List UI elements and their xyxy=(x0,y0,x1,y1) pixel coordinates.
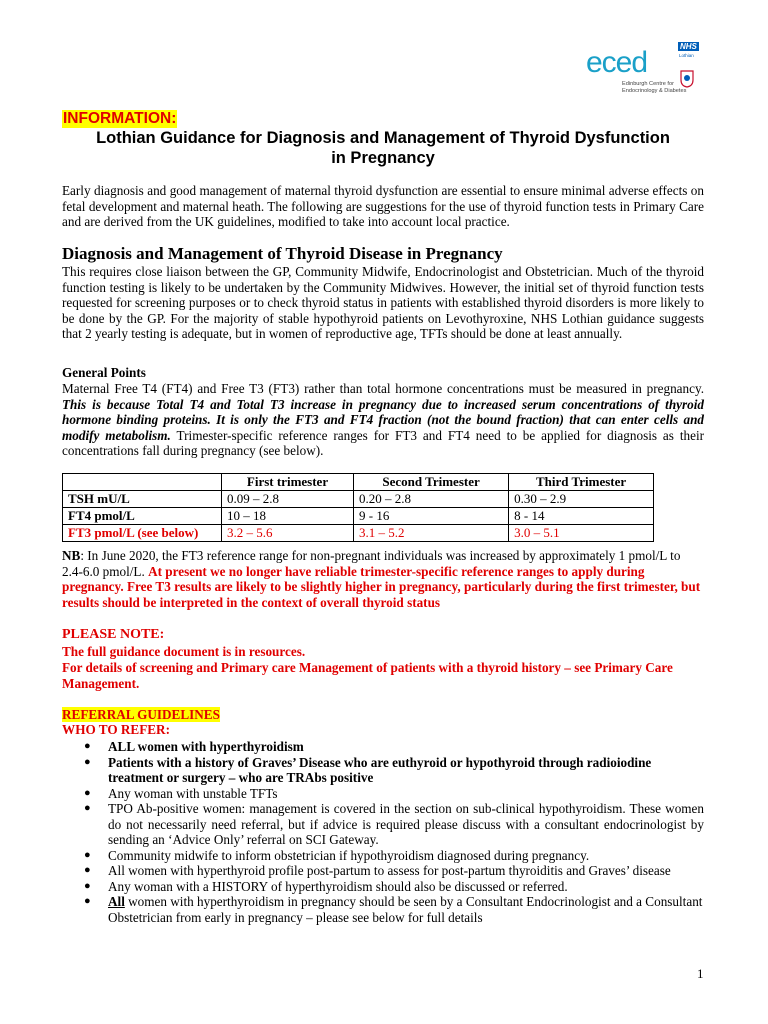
list-item: ● Patients with a history of Graves’ Disease who are euthyroid or hypothyroid through radioiodine treatment or surgery – who are TRAbs positive xyxy=(84,754,652,785)
table-row: FT4 pmol/L 10 – 18 9 - 16 8 - 14 xyxy=(63,508,654,525)
list-item: ● All women with hyperthyroid profile post-partum to assess for post-partum thyroiditis and Graves’ disease xyxy=(84,863,671,878)
section-body: This requires close liaison between the GP, Community Midwife, Endocrinologist and Obstetrician. Much of the thyroid function testing is likely to be undertaken by the Community Midwives. However, the initial set of thyroid function tests requested for screening purposes or to check thyroid status in patients with established thyroid disorders is more likely to be done by the GP. For the majority of stable hypothyroid patients on Levothyroxine, NHS Lothian guidance suggests that 2 yearly testing is adequate, but in women of reproductive age, TFTs should be done at least annually. xyxy=(62,264,704,341)
crest-icon xyxy=(680,70,694,88)
referral-heading-row xyxy=(62,707,704,723)
please-note-line: The full guidance document is in resources. xyxy=(62,644,306,659)
logo-wordmark: eced xyxy=(586,46,648,79)
nhs-badge: NHS xyxy=(680,42,697,51)
reference-range-table xyxy=(62,473,654,542)
bullet-icon: ● xyxy=(84,879,91,892)
table-header-row: First trimester Second Trimester Third Trimester xyxy=(63,474,654,491)
nhs-region: Lothian xyxy=(679,53,694,58)
bullet-icon: ● xyxy=(84,740,91,752)
eced-logo xyxy=(586,42,706,98)
please-note-heading: PLEASE NOTE: xyxy=(62,627,165,642)
list-item: ● All women with hyperthyroidism in pregnancy should be seen by a Consultant Endocrinologist and a Consultant Obstetrician from early in pregnancy – please see below for full details xyxy=(84,894,703,925)
bullet-icon: ● xyxy=(84,786,91,799)
table-row: FT3 pmol/L (see below) 3.2 – 5.6 3.1 – 5.2 3.0 – 5.1 xyxy=(63,525,654,542)
nb-paragraph: NB: In June 2020, the FT3 reference range for non-pregnant individuals was increased by approximately 1 pmol/L to 2.4-6.0 pmol/L. At present we no longer have reliable trimester-specific reference ranges to apply during pregnancy. Free T3 results are likely to be slightly higher in pregnancy, particularly during the first trimester, but results should be interpreted in the context of overall thyroid status xyxy=(62,548,701,610)
page-title: Lothian Guidance for Diagnosis and Management of Thyroid Dysfunction in Pregnancy xyxy=(96,129,670,167)
list-item: ● Any woman with unstable TFTs xyxy=(84,785,278,801)
page-number: 1 xyxy=(697,966,704,981)
table-row: TSH mU/L 0.09 – 2.8 0.20 – 2.8 0.30 – 2.9 xyxy=(63,491,654,508)
referral-heading: REFERRAL GUIDELINES xyxy=(62,707,220,722)
bullet-icon: ● xyxy=(84,895,91,907)
bullet-icon: ● xyxy=(84,802,91,814)
bullet-icon: ● xyxy=(84,755,91,768)
section-heading: Diagnosis and Management of Thyroid Disease in Pregnancy xyxy=(62,244,503,263)
information-label: INFORMATION: xyxy=(63,110,177,127)
list-item: ● TPO Ab-positive women: management is covered in the section on sub-clinical hypothyroidism. These women do not necessarily need referral, but if advice is required please discuss with a consultant endocrinologist by sending an ‘Advice Only’ referral on SCI Gateway. xyxy=(84,801,704,847)
logo-subtitle: Edinburgh Centre for Endocrinology & Diabetes xyxy=(622,81,687,94)
general-points-heading: General Points xyxy=(62,365,146,380)
who-to-refer-heading: WHO TO REFER: xyxy=(62,722,170,737)
list-item: ● Community midwife to inform obstetrician if hypothyroidism diagnosed during pregnancy. xyxy=(84,847,590,863)
referral-list xyxy=(62,739,704,925)
general-points-paragraph: Maternal Free T4 (FT4) and Free T3 (FT3) rather than total hormone concentrations must be measured in pregnancy. This is because Total T4 and Total T3 increase in pregnancy due to increased serum concentrations of thyroid hormone binding proteins. It is only the FT3 and FT4 fraction (not the bound fraction) that can enter cells and modify metabolism. Trimester-specific reference ranges for FT3 and FT4 need to be applied for diagnosis as their concentrations fall during pregnancy (see below). xyxy=(62,381,704,458)
list-item: ● ALL women with hyperthyroidism xyxy=(84,739,304,754)
please-note-line: For details of screening and Primary care Management of patients with a thyroid history – see Primary Care Management. xyxy=(62,660,673,691)
bullet-icon: ● xyxy=(84,864,91,876)
intro-paragraph: Early diagnosis and good management of maternal thyroid dysfunction are essential to ensure minimal adverse effects on fetal development and maternal heath. The following are suggestions for the use of thyroid function tests in Primary Care and are derived from the UK guidelines, modified to take into account local practice. xyxy=(62,183,704,229)
list-item: ● Any woman with a HISTORY of hyperthyroidism should also be discussed or referred. xyxy=(84,878,568,894)
bullet-icon: ● xyxy=(84,848,91,861)
